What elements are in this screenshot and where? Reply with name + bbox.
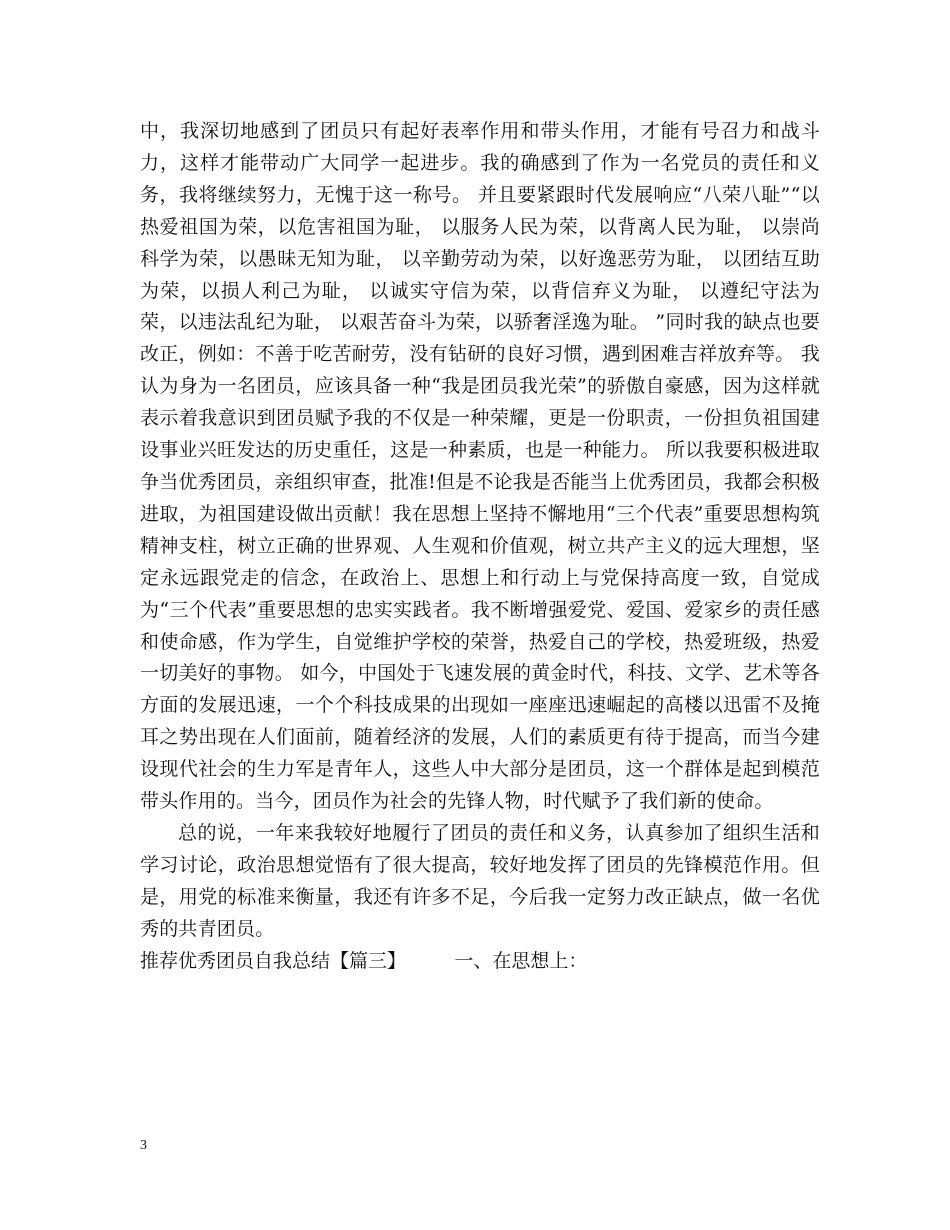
paragraph-2: 总的说，一年来我较好地履行了团员的责任和义务，认真参加了组织生活和学习讨论，政治思想觉悟有了很大提高，较好地发挥了团员的先锋模范作用。但是，用党的标准来衡量，我还有许多不足，今后我一定努力改正缺点，做一名优秀的共青团员。 — [140, 821, 820, 940]
paragraph-1: 中，我深切地感到了团员只有起好表率作用和带头作用，才能有号召力和战斗力，这样才能带动广大同学一起进步。我的确感到了作为一名党员的责任和义务，我将继续努力，无愧于这一称号。 并且要紧跟时代发展响应“八荣八耻”“以热爱祖国为荣，以危害祖国为耻， 以服务人民为荣，以背离人民为耻， 以崇尚科学为荣，以愚昧无知为耻， 以辛勤劳动为荣，以好逸恶劳为耻， 以团结互助为荣，以损人利己为耻， 以诚实守信为荣，以背信弃义为耻， 以遵纪守法为荣，以违法乱纪为耻， 以艰苦奋斗为荣，以骄奢淫逸为耻。 ”同时我的缺点也要改正，例如：不善于吃苦耐劳，没有钻研的良好习惯，遇到困难吉祥放弃等。 我认为身为一名团员，应该具备一种“我是团员我光荣”的骄傲自豪感，因为这样就表示着我意识到团员赋予我的不仅是一种荣耀，更是一份职责，一份担负祖国建设事业兴旺发达的历史重任，这是一种素质，也是一种能力。 所以我要积极进取争当优秀团员，亲组织审查，批准!但是不论我是否能当上优秀团员，我都会积极进取，为祖国建设做出贡献！我在思想上坚持不懈地用“三个代表”重要思想构筑精神支柱，树立正确的世界观、人生观和价值观，树立共产主义的远大理想，坚定永远跟党走的信念，在政治上、思想上和行动上与党保持高度一致，自觉成为“三个代表”重要思想的忠实实践者。我不断增强爱党、爱国、爱家乡的责任感和使命感，作为学生，自觉维护学校的荣誉，热爱自己的学校，热爱班级，热爱一切美好的事物。 如今，中国处于飞速发展的黄金时代，科技、文学、艺术等各方面的发展迅速，一个个科技成果的出现如一座座迅速崛起的高楼以迅雷不及掩耳之势出现在人们面前，随着经济的发展，人们的素质更有待于提高，而当今建设现代社会的生力军是青年人，这些人中大部分是团员，这一个群体是起到模范带头作用的。当今，团员作为社会的先锋人物，时代赋予了我们新的使命。 — [140, 120, 820, 813]
section-heading-subtitle: 一、在思想上： — [454, 949, 588, 972]
page-number: 3 — [140, 1138, 147, 1153]
section-heading-title: 推荐优秀团员自我总结【篇三】 — [140, 949, 407, 972]
document-body — [140, 116, 820, 977]
section-heading — [140, 946, 820, 978]
